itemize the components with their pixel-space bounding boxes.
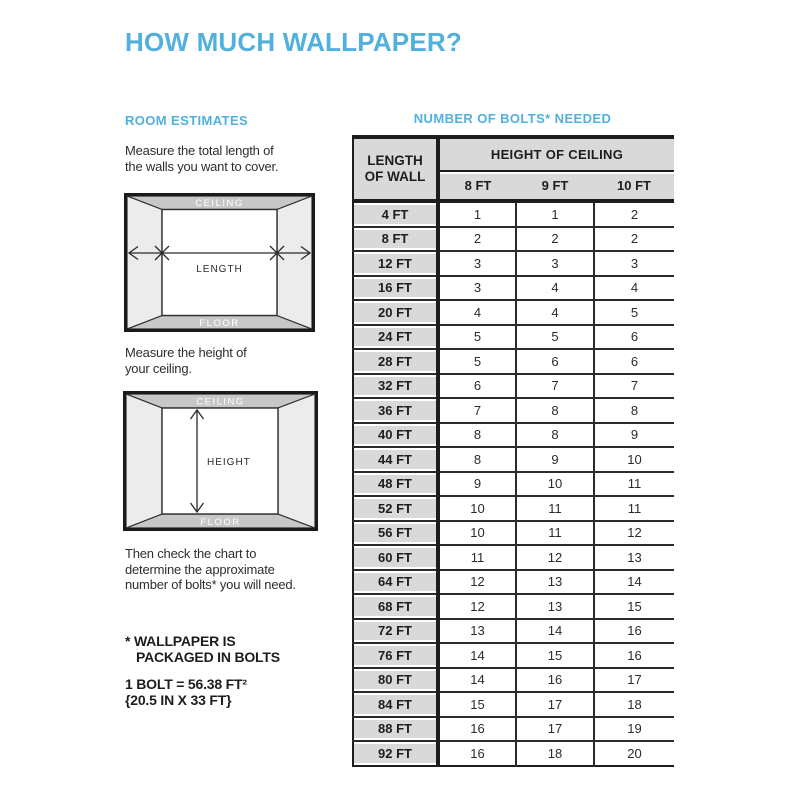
bolt-count-cell: 17 xyxy=(594,668,674,693)
table-row xyxy=(353,201,674,227)
room-estimates-heading: ROOM ESTIMATES xyxy=(125,113,249,128)
length-dimension-label: LENGTH xyxy=(196,264,243,275)
bolt-count-cell: 6 xyxy=(594,349,674,374)
bolt-count-cell: 17 xyxy=(516,717,594,742)
wall-length-cell: 28 FT xyxy=(353,349,438,374)
bolt-count-cell: 15 xyxy=(438,692,516,717)
bolt-count-cell: 12 xyxy=(438,594,516,619)
table-row xyxy=(353,276,674,301)
bolt-count-cell: 13 xyxy=(594,545,674,570)
bolt-count-cell: 1 xyxy=(516,201,594,227)
step2-line1: Measure the height of xyxy=(125,345,247,360)
table-row xyxy=(353,668,674,693)
bolt-count-cell: 8 xyxy=(438,423,516,448)
table-row xyxy=(353,692,674,717)
bolt-count-cell: 7 xyxy=(438,398,516,423)
table-row xyxy=(353,325,674,350)
ceiling-label: CEILING xyxy=(196,396,245,408)
bolts-table xyxy=(352,135,674,767)
wall-length-cell: 80 FT xyxy=(353,668,438,693)
table-row xyxy=(353,251,674,276)
bolt-count-cell: 13 xyxy=(516,594,594,619)
wall-length-cell: 60 FT xyxy=(353,545,438,570)
step2-line2: your ceiling. xyxy=(125,360,192,376)
table-row xyxy=(353,374,674,399)
bolt-count-cell: 2 xyxy=(516,227,594,252)
wall-length-cell: 16 FT xyxy=(353,276,438,301)
page-title: HOW MUCH WALLPAPER? xyxy=(125,27,462,57)
bolt-count-cell: 13 xyxy=(516,570,594,595)
bolts-footnote xyxy=(125,633,280,665)
right-wall-surface xyxy=(278,394,315,528)
bolt-count-cell: 3 xyxy=(594,251,674,276)
bolt-count-cell: 18 xyxy=(594,692,674,717)
step3-line2: determine the approximate xyxy=(125,561,275,577)
bolt-count-cell: 6 xyxy=(594,325,674,350)
bolt-count-cell: 5 xyxy=(438,325,516,350)
floor-label: FLOOR xyxy=(200,517,241,528)
table-row xyxy=(353,545,674,570)
wall-length-cell: 52 FT xyxy=(353,496,438,521)
left-wall-surface xyxy=(126,394,162,528)
floor-label: FLOOR xyxy=(199,318,240,329)
wall-length-cell: 92 FT xyxy=(353,741,438,766)
bolt-count-cell: 20 xyxy=(594,741,674,766)
bolt-count-cell: 6 xyxy=(438,374,516,399)
col-header-8ft: 8 FT xyxy=(438,171,516,201)
wall-length-cell: 68 FT xyxy=(353,594,438,619)
bolt-count-cell: 16 xyxy=(516,668,594,693)
col-header-9ft: 9 FT xyxy=(516,171,594,201)
bolt-count-cell: 8 xyxy=(594,398,674,423)
bolt-count-cell: 16 xyxy=(438,717,516,742)
bolt-count-cell: 8 xyxy=(516,423,594,448)
table-row xyxy=(353,349,674,374)
bolts-table-heading: NUMBER OF BOLTS* NEEDED xyxy=(413,111,612,126)
wall-length-cell: 76 FT xyxy=(353,643,438,668)
left-wall-surface xyxy=(127,196,162,329)
bolt-count-cell: 10 xyxy=(438,521,516,546)
bolt-count-cell: 14 xyxy=(438,643,516,668)
bolts-table-body xyxy=(353,201,674,766)
wall-length-cell: 32 FT xyxy=(353,374,438,399)
table-row xyxy=(353,521,674,546)
ceiling-label: CEILING xyxy=(195,198,244,209)
bolt-spec-line2: {20.5 IN X 33 FT} xyxy=(125,692,232,708)
bolt-count-cell: 1 xyxy=(473,206,482,222)
bolt-count-cell: 2 xyxy=(594,227,674,252)
length-of-wall-header xyxy=(353,137,438,201)
footnote-line1: * WALLPAPER IS xyxy=(125,633,236,649)
wall-length-cell: 40 FT xyxy=(353,423,438,448)
footnote-line2: PACKAGED IN BOLTS xyxy=(136,649,280,665)
bolt-count-cell: 4 xyxy=(594,276,674,301)
bolt-count-cell: 9 xyxy=(516,447,594,472)
bolt-count-cell: 12 xyxy=(516,545,594,570)
bolt-count-cell: 7 xyxy=(516,374,594,399)
table-row xyxy=(353,594,674,619)
bolt-count-cell: 11 xyxy=(516,521,594,546)
bolt-count-cell: 3 xyxy=(438,276,516,301)
bolt-count-cell: 12 xyxy=(438,570,516,595)
bolt-count-cell: 9 xyxy=(438,472,516,497)
table-row xyxy=(353,570,674,595)
table-row xyxy=(353,227,674,252)
table-row xyxy=(353,423,674,448)
bolt-count-cell: 15 xyxy=(594,594,674,619)
bolt-count-cell: 4 xyxy=(438,300,516,325)
bolt-count-cell: 9 xyxy=(594,423,674,448)
table-row xyxy=(353,741,674,766)
table-row xyxy=(353,447,674,472)
bolt-count-cell: 10 xyxy=(516,472,594,497)
bolt-count-cell: 5 xyxy=(516,325,594,350)
height-of-ceiling-header: HEIGHT OF CEILING xyxy=(438,137,674,171)
wall-length-cell: 72 FT xyxy=(353,619,438,644)
bolt-count-cell: 14 xyxy=(438,668,516,693)
step3-line1: Then check the chart to xyxy=(125,546,257,561)
wall-length-cell: 44 FT xyxy=(353,447,438,472)
bolt-count-cell: 2 xyxy=(594,201,674,227)
bolt-count-cell: 5 xyxy=(594,300,674,325)
wall-length-cell: 8 FT xyxy=(353,227,438,252)
bolt-count-cell: 16 xyxy=(438,741,516,766)
step2-instructions xyxy=(125,345,247,376)
table-header-row-1 xyxy=(353,137,674,171)
bolts-table-head xyxy=(353,137,674,201)
back-wall-surface xyxy=(162,210,277,316)
bolt-count-cell: 8 xyxy=(438,447,516,472)
bolt-count-cell: 6 xyxy=(516,349,594,374)
bolt-count-cell: 14 xyxy=(516,619,594,644)
bolt-count-cell: 11 xyxy=(594,472,674,497)
table-row xyxy=(353,472,674,497)
bolt-count-cell: 19 xyxy=(594,717,674,742)
bolt-spec xyxy=(125,676,247,708)
step1-instructions xyxy=(125,143,278,174)
wall-length-cell: 20 FT xyxy=(353,300,438,325)
bolt-count-cell: 5 xyxy=(438,349,516,374)
wall-length-cell: 88 FT xyxy=(353,717,438,742)
wall-length-cell: 64 FT xyxy=(353,570,438,595)
bolt-count-cell: 4 xyxy=(516,276,594,301)
table-row xyxy=(353,300,674,325)
bolt-count-cell: 3 xyxy=(516,251,594,276)
wall-length-cell: 12 FT xyxy=(353,251,438,276)
wall-length-cell: 56 FT xyxy=(353,521,438,546)
bolt-count-cell: 10 xyxy=(594,447,674,472)
bolt-count-cell: 14 xyxy=(594,570,674,595)
right-wall-surface xyxy=(277,196,312,329)
length-of-wall-header-line2: OF WALL xyxy=(364,169,426,184)
bolt-count-cell: 11 xyxy=(438,545,516,570)
bolt-spec-line1: 1 BOLT = 56.38 FT² xyxy=(125,676,247,692)
wall-length-cell: 4 FT xyxy=(353,201,438,227)
bolt-count-cell: 11 xyxy=(516,496,594,521)
bolt-count-cell: 2 xyxy=(438,227,516,252)
table-row xyxy=(353,619,674,644)
wall-length-cell: 36 FT xyxy=(353,398,438,423)
bolt-count-cell: 7 xyxy=(594,374,674,399)
step3-instructions xyxy=(125,546,296,593)
table-row xyxy=(353,496,674,521)
length-room-diagram xyxy=(124,193,315,332)
height-room-diagram xyxy=(123,391,318,531)
bolt-count-cell: 3 xyxy=(438,251,516,276)
table-row xyxy=(353,643,674,668)
bolt-count-cell: 16 xyxy=(594,619,674,644)
bolt-count-cell: 11 xyxy=(594,496,674,521)
bolt-count-cell: 15 xyxy=(516,643,594,668)
step3-line3: number of bolts* you will need. xyxy=(125,577,296,592)
table-row xyxy=(353,398,674,423)
col-header-10ft: 10 FT xyxy=(594,171,674,201)
bolt-count-cell: 4 xyxy=(516,300,594,325)
wall-length-cell: 48 FT xyxy=(353,472,438,497)
bolt-count-cell: 13 xyxy=(438,619,516,644)
length-of-wall-header-line1: LENGTH xyxy=(367,153,423,168)
step1-line1: Measure the total length of xyxy=(125,143,274,158)
table-row xyxy=(353,717,674,742)
wall-length-cell: 84 FT xyxy=(353,692,438,717)
bolt-count-cell: 16 xyxy=(594,643,674,668)
bolt-count-cell: 17 xyxy=(516,692,594,717)
bolt-count-cell: 12 xyxy=(594,521,674,546)
step1-line2: the walls you want to cover. xyxy=(125,158,279,174)
wall-length-cell: 24 FT xyxy=(353,325,438,350)
height-dimension-label: HEIGHT xyxy=(207,457,251,468)
bolt-count-cell: 18 xyxy=(516,741,594,766)
bolt-count-cell: 8 xyxy=(516,398,594,423)
bolt-count-cell: 10 xyxy=(438,496,516,521)
